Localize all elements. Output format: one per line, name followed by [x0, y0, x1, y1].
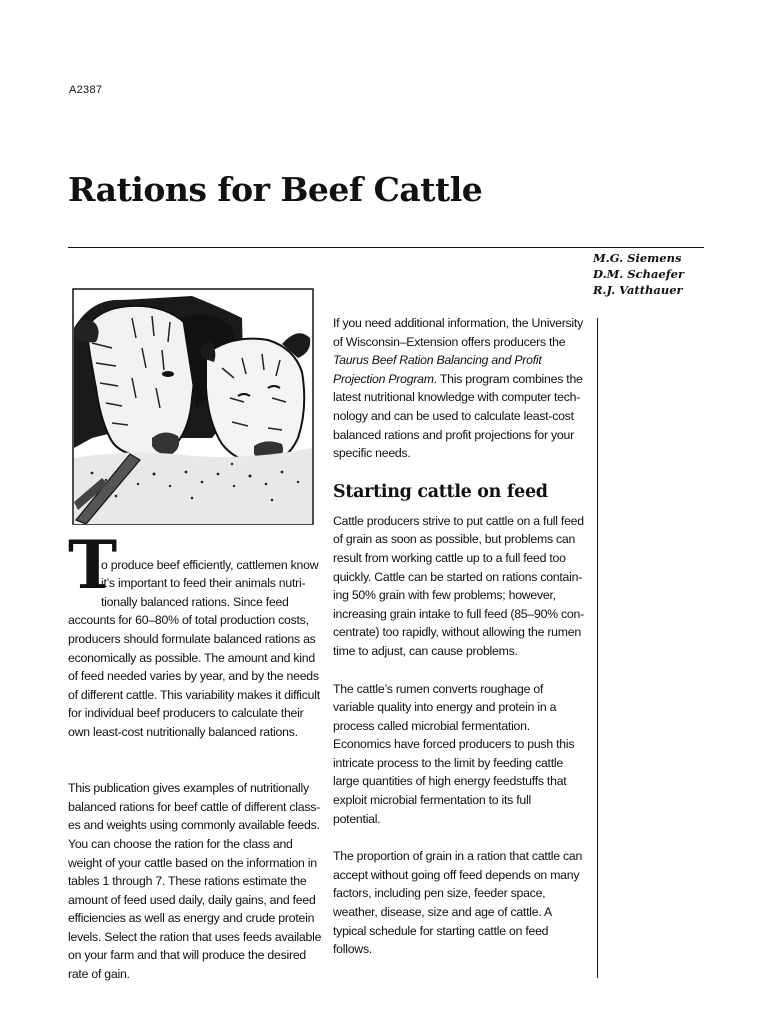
publication-code: A2387	[69, 84, 103, 96]
drop-cap: T	[68, 526, 117, 604]
intro-continuation: accounts for 60–80% of total production costs, producers should formulate balanced rations as economically as possible. The amount and kind of feed needed varies by year, and by the needs of different cattle. This variability makes it difficult for individual beef producers to calculate their own least-cost nutritionally balanced rations.	[68, 613, 320, 739]
body-paragraph: This publication gives examples of nutritionally balanced rations for beef cattle of different class- es and weights using commonly available feeds. You can choose the ration for the class and weight of your cattle based on the information in tables 1 through 7. These rations estimate the amount of feed used daily, daily gains, and feed efficiencies as well as energy and crude protein levels. Select the ration that uses feeds available on your farm and that will produce the desired rate of gain.	[68, 781, 322, 982]
author-name: R.J. Vatthauer	[593, 283, 683, 297]
author-list	[593, 250, 684, 298]
paragraph-text: . This program combines the latest nutritional knowledge with computer tech- nology and can be used to calculate least-cost balanced rations and profit projections for your specific needs.	[333, 371, 583, 461]
left-column	[68, 526, 326, 1003]
body-paragraph: Cattle producers strive to put cattle on a full feed of grain as soon as possible, but problems can result from working cattle up to a full feed too quickly. Cattle can be started on rations contain- ing 50% grain with few problems; however, increasing grain intake to full feed (85–90% con- centrate) too rapidly, without allowing the rumen time to adjust, can cause problems.	[333, 513, 584, 658]
author-name: M.G. Siemens	[593, 251, 682, 265]
intro-paragraph	[68, 526, 326, 760]
intro-line: it’s important to feed their animals nutri-	[101, 576, 306, 591]
middle-column	[333, 314, 595, 978]
cattle-illustration-icon	[72, 288, 314, 525]
body-paragraph	[333, 314, 595, 463]
program-name: Taurus Beef Ration Balancing and Profit Projection Program	[333, 353, 542, 386]
author-name: D.M. Schaefer	[593, 267, 685, 281]
intro-line: o produce beef efficiently, cattlemen know	[101, 557, 319, 572]
page-title: Rations for Beef Cattle	[68, 170, 483, 209]
title-divider	[68, 247, 704, 248]
body-paragraph: The proportion of grain in a ration that cattle can accept without going off feed depends on many factors, including pen size, feeder space, weather, disease, size and age of cattle. A typical schedule for starting cattle on feed follows.	[333, 849, 583, 957]
section-heading: Starting cattle on feed	[333, 481, 548, 502]
intro-line: tionally balanced rations. Since feed	[101, 594, 289, 609]
column-divider	[597, 318, 598, 978]
paragraph-text: If you need additional information, the University of Wisconsin–Extension offers producers the	[333, 316, 583, 349]
body-paragraph: The cattle’s rumen converts roughage of variable quality into energy and protein in a process called microbial fermentation. Economics have forced producers to push this intricate process to the limit by feeding cattle large quantities of high energy feedstuffs that exploit microbial fermentation to its full potential.	[333, 681, 575, 826]
